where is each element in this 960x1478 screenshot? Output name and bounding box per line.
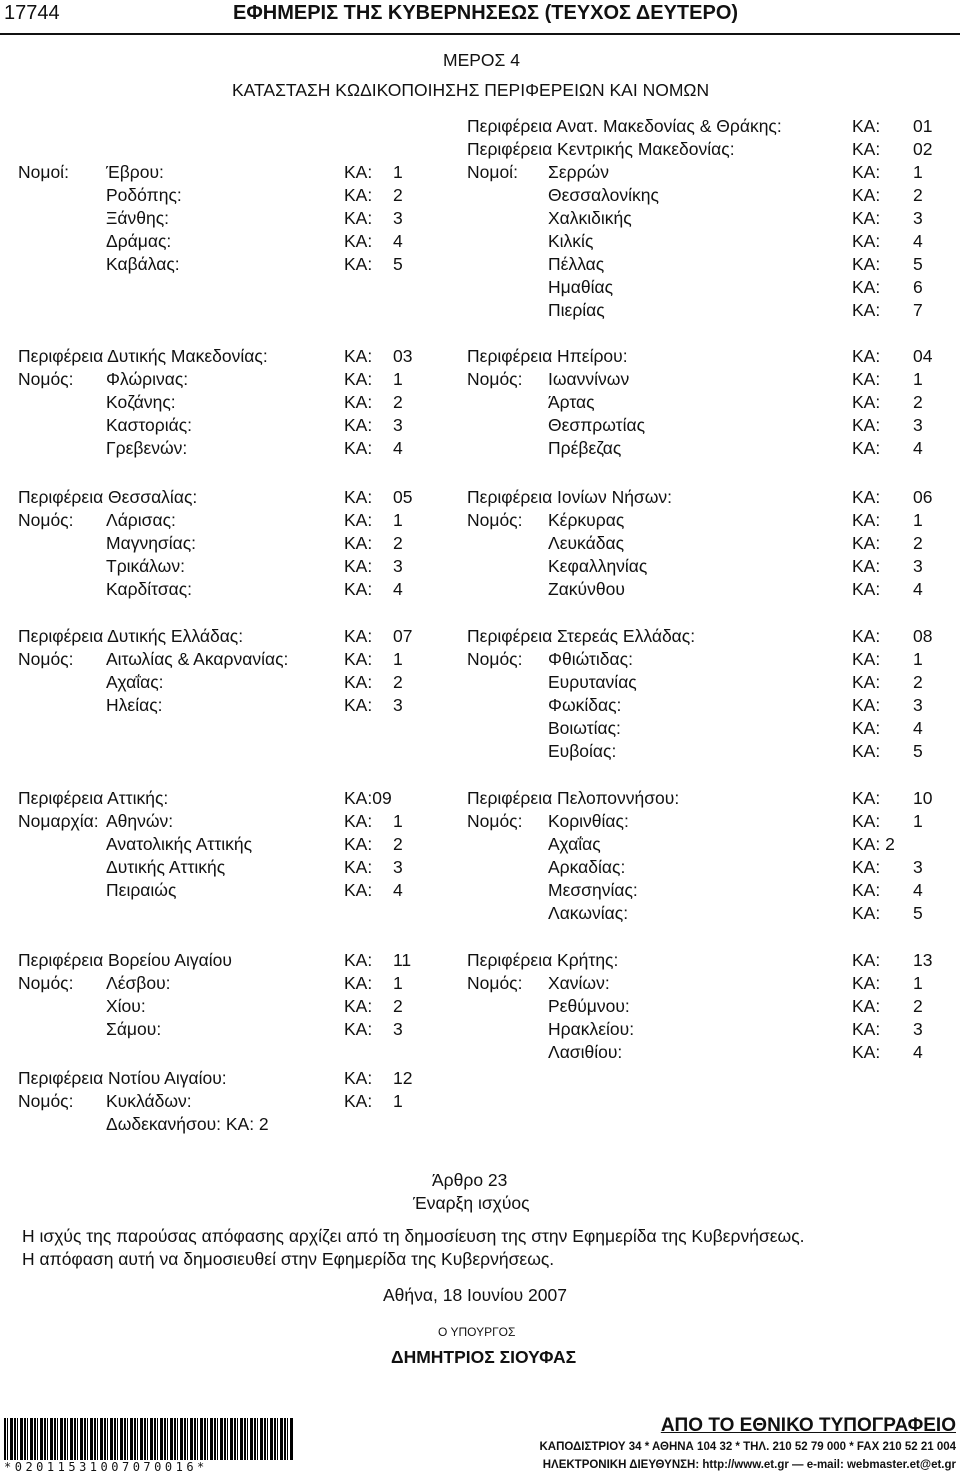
table-cell-ka: ΚΑ: [852, 649, 881, 669]
table-cell-num: 1 [913, 649, 923, 669]
table-cell-label: Περιφέρεια Αττικής: [18, 788, 169, 808]
table-cell-ka: ΚΑ: [344, 1091, 373, 1111]
table-cell-name: Χίου: [106, 996, 146, 1016]
table-cell-label: Νομοί: [18, 162, 69, 182]
table-cell-num: 4 [913, 438, 923, 458]
article-number: Άρθρο 23 [432, 1170, 508, 1190]
table-cell-label: Νομός: [18, 369, 74, 389]
table-cell-label: Περιφέρεια Στερεάς Ελλάδας: [467, 626, 696, 646]
table-cell-num: 3 [913, 415, 923, 435]
table-cell-ka: ΚΑ: [344, 973, 373, 993]
table-cell-name: Ιωαννίνων [548, 369, 630, 389]
article-paragraph: Η απόφαση αυτή να δημοσιευθεί στην Εφημερίδα της Κυβερνήσεως. [22, 1249, 555, 1269]
table-cell-ka: ΚΑ: [344, 231, 373, 251]
table-cell-label: Νομοί: [467, 162, 518, 182]
table-cell-ka: ΚΑ: [852, 626, 881, 646]
table-cell-ka: ΚΑ: [852, 415, 881, 435]
table-cell-num: 2 [393, 672, 403, 692]
table-cell-ka: ΚΑ: [852, 254, 881, 274]
table-cell-name: Αιτωλίας & Ακαρνανίας: [106, 649, 289, 669]
table-cell-num: 4 [913, 579, 923, 599]
table-cell-label: Περιφέρεια Κρήτης: [467, 950, 619, 970]
table-cell-num: 6 [913, 277, 923, 297]
table-cell-ka: ΚΑ: [344, 950, 373, 970]
table-cell-num: 3 [393, 695, 403, 715]
table-cell-ka: ΚΑ: [852, 672, 881, 692]
table-cell-ka: ΚΑ: [852, 162, 881, 182]
table-cell-label: Νομός: [18, 649, 74, 669]
table-cell-ka: ΚΑ: [344, 1068, 373, 1088]
table-cell-num: 3 [913, 857, 923, 877]
table-cell-ka: ΚΑ: [852, 139, 881, 159]
table-cell-num: 2 [913, 533, 923, 553]
table-cell-num: 02 [913, 139, 933, 159]
table-cell-ka: ΚΑ: [852, 300, 881, 320]
table-cell-name: Ευρυτανίας [548, 672, 637, 692]
table-cell-num: 3 [913, 208, 923, 228]
table-cell-ka: ΚΑ: [344, 346, 373, 366]
table-cell-num: 1 [393, 369, 403, 389]
table-cell-num: 2 [393, 392, 403, 412]
table-cell-name: Δράμας: [106, 231, 172, 251]
table-cell-num: 3 [393, 857, 403, 877]
table-cell-ka: ΚΑ: [852, 369, 881, 389]
table-cell-ka: ΚΑ: [344, 672, 373, 692]
table-cell-num: 3 [393, 556, 403, 576]
table-cell-ka: ΚΑ: [852, 950, 881, 970]
table-cell-ka: ΚΑ: [852, 718, 881, 738]
table-cell-num: 10 [913, 788, 933, 808]
signature-role: Ο ΥΠΟΥΡΓΟΣ [438, 1325, 516, 1339]
table-cell-ka: ΚΑ: [852, 857, 881, 877]
table-cell-num: 04 [913, 346, 933, 366]
table-cell-num: 4 [393, 880, 403, 900]
table-cell-ka: ΚΑ: [852, 741, 881, 761]
table-cell-ka: ΚΑ: [344, 996, 373, 1016]
table-cell-ka: ΚΑ: [852, 510, 881, 530]
table-cell-ka: ΚΑ: [344, 254, 373, 274]
table-cell-label: Περιφέρεια Θεσσαλίας: [18, 487, 198, 507]
table-cell-name: Αχαΐας [548, 834, 601, 854]
table-cell-label: Νομός: [467, 369, 523, 389]
table-cell-ka: ΚΑ: [852, 231, 881, 251]
table-cell-num: 4 [393, 231, 403, 251]
table-cell-ka: ΚΑ: [344, 1019, 373, 1039]
table-cell-num: 11 [393, 950, 412, 970]
table-cell-name: Καβάλας: [106, 254, 180, 274]
table-cell-label: Περιφέρεια Δυτικής Ελλάδας: [18, 626, 244, 646]
part-label: ΜΕΡΟΣ 4 [443, 50, 520, 70]
table-cell-num: 2 [913, 185, 923, 205]
table-cell-ka: ΚΑ: [344, 695, 373, 715]
table-cell-name: Φωκίδας: [548, 695, 622, 715]
table-cell-num: 06 [913, 487, 933, 507]
table-cell-ka: ΚΑ: [852, 438, 881, 458]
table-cell-label: Νομός: [18, 510, 74, 530]
table-cell-num: 1 [393, 811, 403, 831]
table-cell-name: Τρικάλων: [106, 556, 185, 576]
table-cell-ka: ΚΑ:09 [344, 788, 392, 808]
table-cell-name: Κιλκίς [548, 231, 594, 251]
table-cell-name: Ροδόπης: [106, 185, 182, 205]
table-cell-ka: ΚΑ: [344, 392, 373, 412]
table-cell-ka: ΚΑ: [344, 533, 373, 553]
table-cell-num: 1 [913, 811, 923, 831]
table-cell-name: Πέλλας [548, 254, 605, 274]
table-cell-ka: ΚΑ: [344, 487, 373, 507]
table-cell-num: 1 [913, 973, 923, 993]
table-cell-num: 7 [913, 300, 923, 320]
table-cell-name: Κοζάνης: [106, 392, 176, 412]
table-cell-ka: ΚΑ: [852, 811, 881, 831]
table-cell-ka: ΚΑ: [344, 208, 373, 228]
table-cell-ka: ΚΑ: [852, 579, 881, 599]
table-cell-name: Μεσσηνίας: [548, 880, 638, 900]
table-cell-num: 4 [913, 718, 923, 738]
table-cell-num: 4 [393, 579, 403, 599]
table-cell-num: 2 [393, 533, 403, 553]
table-cell-name: Ρεθύμνου: [548, 996, 630, 1016]
table-cell-ka: ΚΑ: [852, 556, 881, 576]
table-cell-num: 01 [913, 116, 933, 136]
table-cell-name: Ευβοίας: [548, 741, 617, 761]
table-cell-ka: ΚΑ: [344, 438, 373, 458]
table-cell-num: 08 [913, 626, 933, 646]
table-cell-name: Πρέβεζας [548, 438, 622, 458]
table-cell-num: 1 [393, 510, 403, 530]
table-cell-num: 3 [913, 556, 923, 576]
table-cell-name: Φθιώτιδας: [548, 649, 633, 669]
table-cell-label: Νομός: [467, 811, 523, 831]
table-cell-ka: ΚΑ: [344, 510, 373, 530]
article-title: Έναρξη ισχύος [413, 1193, 530, 1213]
table-cell-name: Κορινθίας: [548, 811, 629, 831]
table-cell-name: Θεσσαλονίκης [548, 185, 659, 205]
table-cell-num: 3 [393, 1019, 403, 1039]
part-title: ΚΑΤΑΣΤΑΣΗ ΚΩΔΙΚΟΠΟΙΗΣΗΣ ΠΕΡΙΦΕΡΕΙΩΝ ΚΑΙ ΝΟΜΩΝ [232, 80, 710, 100]
table-cell-label: Περιφέρεια Νοτίου Αιγαίου: [18, 1068, 227, 1088]
table-cell-num: 1 [393, 649, 403, 669]
table-cell-num: 2 [913, 392, 923, 412]
table-cell-num: 4 [913, 1042, 923, 1062]
table-cell-num: 5 [913, 741, 923, 761]
table-cell-ka: ΚΑ: [852, 487, 881, 507]
table-cell-name: Κέρκυρας [548, 510, 625, 530]
table-cell-ka: ΚΑ: [344, 626, 373, 646]
table-cell-num: 2 [393, 185, 403, 205]
table-cell-name: Άρτας [548, 392, 595, 412]
table-cell-name: Κεφαλληνίας [548, 556, 648, 576]
table-cell-label: Νομός: [467, 510, 523, 530]
table-cell-num: 4 [393, 438, 403, 458]
table-cell-name: Αρκαδίας: [548, 857, 626, 877]
table-cell-label: Περιφέρεια Ιονίων Νήσων: [467, 487, 673, 507]
table-cell-ka: ΚΑ: [852, 788, 881, 808]
table-cell-name: Ξάνθης: [106, 208, 170, 228]
table-cell-ka: ΚΑ: [852, 185, 881, 205]
table-cell-label: Νομαρχία: [18, 811, 99, 831]
table-cell-ka: ΚΑ: [344, 834, 373, 854]
barcode-image [4, 1418, 294, 1462]
table-cell-name: Λέσβου: [106, 973, 171, 993]
table-cell-name: Κυκλάδων: [106, 1091, 192, 1111]
table-cell-num: 4 [913, 231, 923, 251]
table-cell-name: Αθηνών: [106, 811, 174, 831]
table-cell-name: Πειραιώς [106, 880, 177, 900]
table-cell-name: Θεσπρωτίας [548, 415, 646, 435]
table-cell-ka: ΚΑ: [852, 208, 881, 228]
table-cell-label: Περιφέρεια Ανατ. Μακεδονίας & Θράκης: [467, 116, 782, 136]
table-cell-name: Πιερίας [548, 300, 605, 320]
table-cell-num: 05 [393, 487, 413, 507]
signature-place-date: Αθήνα, 18 Ιουνίου 2007 [383, 1285, 567, 1305]
table-cell-label: Νομός: [467, 973, 523, 993]
table-cell-ka: ΚΑ: [852, 903, 881, 923]
table-cell-ka: ΚΑ: [852, 116, 881, 136]
table-cell-ka: ΚΑ: [852, 533, 881, 553]
table-cell-ka: ΚΑ: [852, 973, 881, 993]
table-cell-name: Δυτικής Αττικής [106, 857, 226, 877]
signature-name: ΔΗΜΗΤΡΙΟΣ ΣΙΟΥΦΑΣ [391, 1347, 577, 1367]
table-cell-name: Καρδίτσας: [106, 579, 193, 599]
table-cell-ka: ΚΑ: [344, 579, 373, 599]
table-cell-num: 3 [913, 695, 923, 715]
table-cell-num: 03 [393, 346, 413, 366]
table-cell-num: 12 [393, 1068, 413, 1088]
table-cell-name: Χαλκιδικής [548, 208, 632, 228]
table-cell-name: Λάρισας: [106, 510, 176, 530]
printer-brand: ΑΠΟ ΤΟ ΕΘΝΙΚΟ ΤΥΠΟΓΡΑΦΕΙΟ [660, 1415, 956, 1436]
table-cell-label: Περιφέρεια Βορείου Αιγαίου [18, 950, 232, 970]
table-cell-ka: ΚΑ: [852, 392, 881, 412]
table-cell-label: Περιφέρεια Δυτικής Μακεδονίας: [18, 346, 268, 366]
table-cell-num: 5 [393, 254, 403, 274]
table-cell-ka: ΚΑ: [852, 996, 881, 1016]
table-cell-name: Χανίων: [548, 973, 610, 993]
table-cell-name: Ηρακλείου: [548, 1019, 635, 1039]
table-cell-name: Αχαΐας: [106, 672, 164, 692]
table-cell-name: Λευκάδας [548, 533, 625, 553]
table-cell-name: Λακωνίας: [548, 903, 629, 923]
table-cell-num: 3 [393, 208, 403, 228]
printer-address: ΚΑΠΟΔΙΣΤΡΙΟΥ 34 * ΑΘΗΝΑ 104 32 * ΤΗΛ. 210 52 79 000 * FAX 210 52 21 004 [539, 1441, 956, 1453]
table-cell-label: Περιφέρεια Πελοποννήσου: [467, 788, 680, 808]
table-cell-ka: ΚΑ: [344, 185, 373, 205]
table-cell-num: 2 [393, 996, 403, 1016]
gazette-title: ΕΦΗΜΕΡΙΣ ΤΗΣ ΚΥΒΕΡΝΗΣΕΩΣ (ΤΕΥΧΟΣ ΔΕΥΤΕΡΟ) [233, 2, 739, 24]
table-cell-name: Μαγνησίας: [106, 533, 197, 553]
table-cell-name: Ημαθίας [548, 277, 614, 297]
table-cell-ka: ΚΑ: [852, 880, 881, 900]
table-cell-name: Ανατολικής Αττικής [106, 834, 253, 854]
table-cell-ka: ΚΑ: [344, 162, 373, 182]
table-cell-num: 2 [913, 996, 923, 1016]
table-cell-num: 1 [913, 369, 923, 389]
table-cell-name: Γρεβενών: [106, 438, 188, 458]
table-cell-ka: ΚΑ: [344, 880, 373, 900]
table-cell-ka: ΚΑ: 2 [852, 834, 895, 854]
table-cell-num: 1 [393, 162, 403, 182]
table-cell-label: Νομός: [467, 649, 523, 669]
table-cell-ka: ΚΑ: [344, 857, 373, 877]
table-cell-name: Σερρών [548, 162, 609, 182]
table-cell-num: 1 [913, 162, 923, 182]
table-cell-ka: ΚΑ: [344, 649, 373, 669]
table-cell-label: Νομός: [18, 973, 74, 993]
table-cell-ka: ΚΑ: [344, 811, 373, 831]
table-cell-name: Λασιθίου: [548, 1042, 623, 1062]
table-cell-name: Έβρου: [106, 162, 164, 182]
table-cell-name: Δωδεκανήσου: ΚΑ: 2 [106, 1114, 269, 1134]
table-cell-num: 1 [913, 510, 923, 530]
table-cell-name: Καστοριάς: [106, 415, 193, 435]
table-cell-ka: ΚΑ: [852, 277, 881, 297]
table-cell-num: 5 [913, 903, 923, 923]
table-cell-num: 3 [913, 1019, 923, 1039]
table-cell-name: Βοιωτίας: [548, 718, 621, 738]
table-cell-num: 5 [913, 254, 923, 274]
table-cell-num: 1 [393, 1091, 403, 1111]
table-cell-name: Σάμου: [106, 1019, 162, 1039]
table-cell-num: 2 [913, 672, 923, 692]
article-paragraph: Η ισχύς της παρούσας απόφασης αρχίζει από τη δημοσίευση της στην Εφημερίδα της Κυβερνήσεως. [22, 1226, 805, 1246]
printer-web: ΗΛΕΚΤΡΟΝΙΚΗ ΔΙΕΥΘΥΝΣΗ: http://www.et.gr — e-mail: webmaster.et@et.gr [542, 1459, 956, 1471]
table-cell-label: Νομός: [18, 1091, 74, 1111]
barcode-number: *02011531007070016* [4, 1460, 294, 1478]
table-cell-ka: ΚΑ: [344, 415, 373, 435]
table-cell-num: 3 [393, 415, 403, 435]
table-cell-ka: ΚΑ: [852, 695, 881, 715]
table-cell-ka: ΚΑ: [344, 369, 373, 389]
table-cell-ka: ΚΑ: [344, 556, 373, 576]
table-cell-ka: ΚΑ: [852, 1019, 881, 1039]
table-cell-num: 2 [393, 834, 403, 854]
header-rule [0, 33, 960, 35]
table-cell-num: 1 [393, 973, 403, 993]
table-cell-label: Περιφέρεια Ηπείρου: [467, 346, 628, 366]
table-cell-ka: ΚΑ: [852, 1042, 881, 1062]
table-cell-num: 07 [393, 626, 413, 646]
table-cell-ka: ΚΑ: [852, 346, 881, 366]
table-cell-name: Ζακύνθου [548, 579, 625, 599]
page-number: 17744 [4, 2, 60, 24]
table-cell-name: Φλώρινας: [106, 369, 189, 389]
table-cell-num: 4 [913, 880, 923, 900]
table-cell-num: 13 [913, 950, 933, 970]
table-cell-name: Ηλείας: [106, 695, 163, 715]
table-cell-label: Περιφέρεια Κεντρικής Μακεδονίας: [467, 139, 735, 159]
